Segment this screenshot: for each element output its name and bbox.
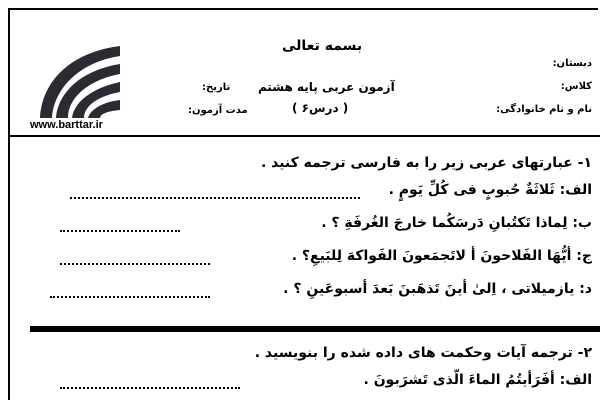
- answer-line-d: [50, 296, 210, 298]
- website-url: www.barttar.ir: [30, 119, 103, 131]
- section-divider: [30, 326, 600, 332]
- q2-item-a: الف: أفَرَأیتُمُ الماءَ الّذی تَشرَبونَ .: [363, 372, 592, 388]
- q1-item-d: د: یازمیلاتی ، اِلیٰ أینَ تَذهَبنَ بَعدَ أسبوعَینِ ؟ .: [283, 281, 592, 297]
- lesson-number: ( درس۶ ): [292, 101, 349, 115]
- q1-item-b: ب: لِماذا تَکتُبانِ دَرسَکُما خارجَ الغُرفَةِ ؟ .: [321, 215, 592, 231]
- bismillah-title: بسمه تعالی: [282, 38, 363, 54]
- answer-line-b: [60, 230, 180, 232]
- answer-line-c: [60, 263, 210, 265]
- barttar-logo-icon: [32, 40, 122, 120]
- answer-line-q2a: [60, 387, 240, 389]
- class-label: کلاس:: [560, 81, 592, 92]
- q1-title: ۱- عبارتهای عربی زیر را به فارسی ترجمه کنید .: [260, 155, 592, 171]
- q1-item-c: ج: أیُّهَا الفَلاحونَ أ لاتَجمَعونَ الفَواکهَ لِلبَیعِ؟ .: [291, 248, 592, 264]
- name-label: نام و نام خانوادگی:: [496, 104, 592, 115]
- header-divider: [8, 135, 600, 137]
- exam-title: آزمون عربی پایه هشتم: [258, 80, 395, 94]
- sheet-border-left: [8, 8, 10, 400]
- q2-title: ۲- ترجمه آیات وحکمت های داده شده را بنویسید .: [254, 345, 592, 361]
- date-label: تاریخ:: [202, 82, 231, 93]
- school-label: دبستان:: [552, 58, 592, 69]
- q1-item-a: الف: ثَلاثَةٌ حُبوبٍ فی کُلِّ یَومٍ .: [388, 182, 592, 198]
- sheet-border-top: [8, 8, 598, 10]
- duration-label: مدت آزمون:: [188, 105, 248, 116]
- answer-line-a: [70, 197, 360, 199]
